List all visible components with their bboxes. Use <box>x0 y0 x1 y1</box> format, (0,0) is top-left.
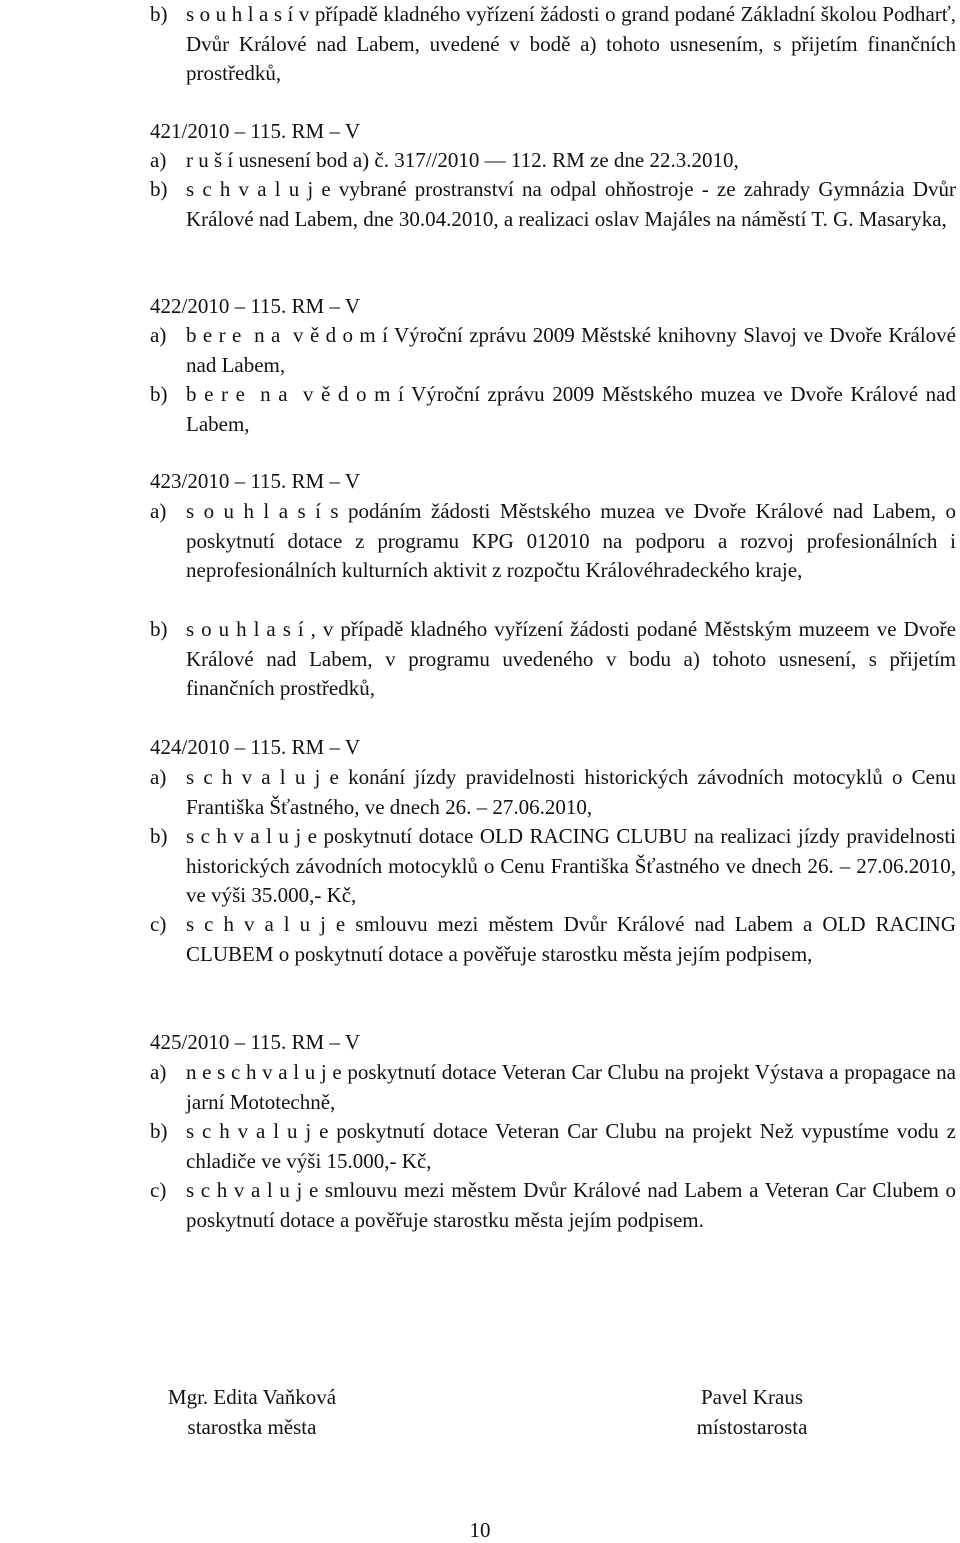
signature-right <box>632 1383 872 1442</box>
item-text: Výroční zprávu 2009 Městského muzea ve Dvoře Králové nad Labem, <box>186 382 956 436</box>
resolution-item <box>150 763 956 822</box>
item-keyword: s o u h l a s í <box>186 499 321 523</box>
resolution-item <box>150 497 956 586</box>
item-keyword: s o u h l a s í , <box>186 617 316 641</box>
resolution-heading: 425/2010 – 115. RM – V <box>150 1030 361 1054</box>
resolution-heading: 422/2010 – 115. RM – V <box>150 294 361 318</box>
item-label: b) <box>150 2 168 26</box>
item-label: a) <box>150 1060 167 1084</box>
resolution-heading: 423/2010 – 115. RM – V <box>150 469 361 493</box>
resolution-item <box>150 910 956 969</box>
page-number: 10 <box>469 1518 491 1542</box>
item-text: v případě kladného vyřízení žádosti o grand podané Základní školou Podharť, Dvůr Králové nad Labem, uvedené v bodě a) tohoto usnesením, s přijetím finančních prostředků, <box>186 2 956 85</box>
item-label: b) <box>150 382 168 406</box>
item-text: smlouvu mezi městem Dvůr Králové nad Labem a Veteran Car Clubem o poskytnutí dotace a pověřuje starostku města jejím podpisem. <box>186 1178 956 1232</box>
item-label: b) <box>150 824 168 848</box>
item-keyword: s c h v a l u j e <box>186 912 346 936</box>
resolution-item <box>150 1117 956 1176</box>
item-text: poskytnutí dotace Veteran Car Clubu na projekt Než vypustíme vodu z chladiče ve výši 15.000,- Kč, <box>186 1119 957 1173</box>
resolution-item <box>150 0 956 89</box>
item-keyword: s c h v a l u j e <box>186 1178 319 1202</box>
resolution-item <box>150 321 956 380</box>
resolution-item <box>150 615 956 704</box>
item-keyword: b e r e n a v ě d o m í <box>186 382 404 406</box>
resolution-item <box>150 380 956 439</box>
item-keyword: r u š í <box>186 148 234 172</box>
item-label: c) <box>150 912 167 936</box>
item-label: a) <box>150 323 167 347</box>
resolution-item <box>150 822 956 911</box>
item-text: konání jízdy pravidelnosti historických závodních motocyklů o Cenu Františka Šťastného, ve dnech 26. – 27.06.2010, <box>186 765 956 819</box>
item-keyword: s o u h l a s í <box>186 2 294 26</box>
item-keyword: s c h v a l u j e <box>186 1119 329 1143</box>
item-keyword: s c h v a l u j e <box>186 824 317 848</box>
item-label: a) <box>150 499 167 523</box>
resolution-item <box>150 1176 956 1235</box>
item-keyword: s c h v a l u j e <box>186 765 339 789</box>
signature-left <box>132 1383 372 1442</box>
item-label: a) <box>150 765 167 789</box>
item-label: b) <box>150 1119 168 1143</box>
item-keyword: n e s c h v a l u j e <box>186 1060 342 1084</box>
resolution-item <box>150 1058 956 1117</box>
item-text: vybrané prostranství na odpal ohňostroje - ze zahrady Gymnázia Dvůr Králové nad Labem, dne 30.04.2010, a realizaci oslav Majáles na náměstí T. G. Masaryka, <box>186 177 956 231</box>
item-keyword: b e r e n a v ě d o m í <box>186 323 388 347</box>
resolution-heading: 424/2010 – 115. RM – V <box>150 735 361 759</box>
item-text: poskytnutí dotace OLD RACING CLUBU na realizaci jízdy pravidelnosti historických závodních motocyklů o Cenu Františka Šťastného ve dnech 26. – 27.06.2010, ve výši 35.000,- Kč, <box>186 824 956 907</box>
item-text: s podáním žádosti Městského muzea ve Dvoře Králové nad Labem, o poskytnutí dotace z programu KPG 012010 na podporu a rozvoj profesionálních i neprofesionálních kulturních aktivit z rozpočtu Královéhradeckého kraje, <box>186 499 956 582</box>
item-keyword: s c h v a l u j e <box>186 177 331 201</box>
item-label: b) <box>150 617 168 641</box>
item-text: Výroční zprávu 2009 Městské knihovny Slavoj ve Dvoře Králové nad Labem, <box>186 323 956 377</box>
signatory-role: starostka města <box>187 1414 317 1439</box>
resolution-item <box>150 175 956 234</box>
signatory-role: místostarosta <box>696 1414 808 1439</box>
resolution-heading: 421/2010 – 115. RM – V <box>150 119 361 143</box>
item-text: usnesení bod a) č. 317//2010 — 112. RM ze dne 22.3.2010, <box>233 148 739 172</box>
signatory-name: Mgr. Edita Vaňková <box>167 1385 337 1409</box>
item-text: poskytnutí dotace Veteran Car Clubu na projekt Výstava a propagace na jarní Mototechně, <box>186 1060 957 1114</box>
resolution-item <box>150 146 956 176</box>
item-label: a) <box>150 148 167 172</box>
signatory-name: Pavel Kraus <box>700 1385 804 1409</box>
item-text: smlouvu mezi městem Dvůr Králové nad Labem a OLD RACING CLUBEM o poskytnutí dotace a pověřuje starostku města jejím podpisem, <box>186 912 957 966</box>
item-text: v případě kladného vyřízení žádosti podané Městským muzeem ve Dvoře Králové nad Labem, v programu uvedeného v bodu a) tohoto usnesení, s přijetím finančních prostředků, <box>186 617 956 700</box>
item-label: b) <box>150 177 168 201</box>
item-label: c) <box>150 1178 167 1202</box>
